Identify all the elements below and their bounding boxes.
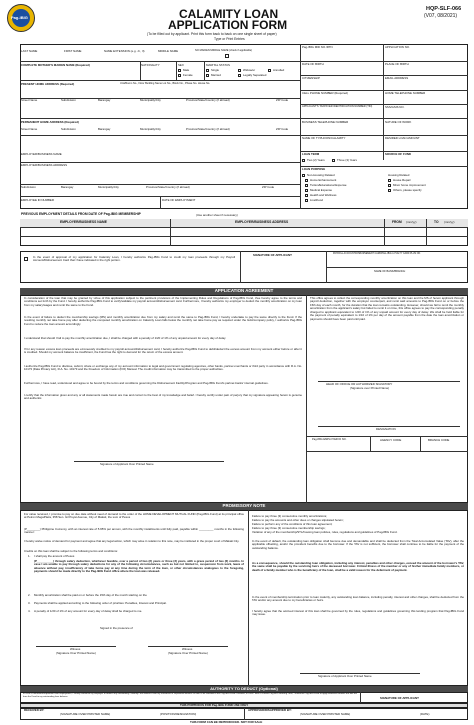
promissory-item-3-num: 3.	[28, 601, 31, 605]
housing-others-label: Others, please specify	[393, 188, 422, 192]
present-address-label: PRESENT HOME ADDRESS (Required)	[21, 82, 75, 86]
no-maiden-name-label: NO MAIDEN MIDDLE NAME (check if applicable)	[195, 49, 253, 52]
home-phone-label: HOME TELEPHONE NUMBER	[385, 91, 426, 95]
municipality-label: Municipality/City	[98, 185, 119, 189]
form-version: (V07, 08/2021)	[424, 13, 458, 19]
promissory-right-para-1: In the event of default, the outstanding loan obligation shall become due and demandable and shall be deducted from the Total Accumulated Value (TAV), after the applicable offsetting, and/or the provident benefits due to the borrower. If the TAV is not sufficient, the borrower shall continue to be liable for the payment of the outstanding balance.	[252, 539, 464, 550]
witness-1-sub: (Signature Over Printed Name)	[56, 651, 96, 655]
marital-annulled-checkbox[interactable]	[268, 69, 271, 72]
mother-maiden-name-label: COMPLETE MOTHER'S MAIDEN NAME (Required)	[21, 63, 90, 67]
received-by-label: RECEIVED BY:	[24, 708, 45, 712]
application-no-label: APPLICATION NO.	[385, 45, 410, 49]
divider	[300, 166, 468, 167]
approved-by-sub: (SIGNATURE OVER PRINTED NAME)	[300, 712, 351, 716]
applicant-signature-label: Signature of Applicant Over Printed Name	[100, 462, 154, 466]
divider	[420, 436, 421, 451]
designation-label: DESIGNATION	[376, 427, 396, 431]
col-from-format: (mm/yy)	[406, 220, 417, 224]
citizenship-label: CITIZENSHIP	[302, 76, 320, 80]
agreement-para-5: I authorize Pag-IBIG Fund to disclose, submit, share or exchange any of my account information to legal and government regulating agencies, other banks, partner-merchants or third party in accordance with R.A. No. 10173 (Data Privacy Act), R.A. No. 10173 and the Freedom of Information (FOI) Manual. The credit information may be transmitted to the proper authorities.	[24, 364, 302, 372]
municipality-label: Municipality/City	[140, 98, 161, 102]
promissory-item-3: Payments shall be applied according to the following order of priorities: Penalties, Interest and Principal.	[34, 601, 167, 605]
agreement-para-2: In the event of failure to deduct the membership savings (MS) and monthly amortization due from my salary and remit the same to Pag-IBIG Fund, I hereby undertake to pay the same directly to the Fund. If the resulting monthly net take home pay after deducting the computed monthly amortization on Calamity Loan falls below the monthly net take home pay as required under the GAA/company policy, I authorize Pag-IBIG Fund to reduce the loan amount accordingly.	[24, 315, 302, 326]
marital-status-label: MARITAL STATUS	[206, 63, 230, 67]
branch-code-label: BRANCH CODE	[428, 438, 450, 442]
divider	[370, 436, 371, 451]
form-footer: THIS FORM CAN BE REPRODUCED. NOT FOR SALE	[190, 720, 263, 724]
employee-id-label: EMPLOYEE ID NUMBER	[21, 198, 54, 202]
promissory-left-4: Credits on this loan shall be subject to the following terms and conditions:	[24, 549, 118, 553]
last-name-field[interactable]	[21, 55, 65, 62]
promissory-right-para-3: In the event of membership termination prior to loan maturity, any outstanding loan balance, including penalty, interest and other charges, shall be deducted from the TAV and/or any amount due to my beneficiaries or heirs.	[252, 595, 464, 603]
form-title-line2: APPLICATION FORM	[168, 18, 288, 32]
divider	[248, 510, 249, 686]
divider	[160, 196, 161, 209]
marital-separated-label: Legally Separated	[243, 73, 267, 77]
municipality-label: Municipality/City	[140, 127, 161, 131]
no-maiden-name-checkbox[interactable]	[225, 54, 229, 58]
loan-term-3yrs-checkbox[interactable]	[332, 159, 335, 162]
purpose-livelihood-checkbox[interactable]	[305, 199, 308, 202]
employer-agreement-text: This office agrees to collect the corresponding monthly amortization on this loan and the MS of herein applicant through payroll deduction, together with the employer counterpart, and remit said amounts to Pag-IBIG Fund on or before the 15th day of each month, for the duration that the loan remains outstanding. However, should we fail to remit the monthly amortization from the applicant's salary but failed to remit it on time, this office agrees to pay the corresponding penalty charged to applicant equivalent to 1/20 of 1% of any unpaid amount for every day of delay. We shall be held liable for the payment of penalty equivalent to 1/10 of 1% per day of the amount payable from the date the loan amortization or payments should have been paid until paid.	[310, 296, 464, 321]
source-of-fund-label: SOURCE OF FUND	[385, 152, 412, 156]
housing-minor-checkbox[interactable]	[388, 184, 391, 187]
witness-2-label: Witness	[182, 647, 193, 651]
signed-in-presence-label: Signed in the presence of	[100, 626, 133, 630]
promissory-right-item-1: Failure to pay three (3) consecutive monthly amortizations;	[252, 514, 328, 518]
street-label: Street Name	[21, 98, 38, 102]
nature-of-work-label: NATURE OF WORK	[385, 120, 412, 124]
date-of-birth-label: DATE OF BIRTH	[302, 62, 324, 66]
loan-purpose-label: LOAN PURPOSE	[302, 167, 326, 171]
promissory-right-item-4: Failure to pay three (3) consecutive membership savings;	[252, 526, 326, 530]
divider	[170, 219, 171, 246]
form-instructions-2: Type or Print Entries	[214, 37, 245, 41]
divider	[306, 451, 468, 452]
payroll-account-label: PAYROLL ACCOUNT/DISBURSEMENT CARD/PAG-IBIG LOYALTY CARD PLUS NO.	[333, 253, 421, 255]
mid-no-label: Pag-IBIG MID NO./RTN	[302, 45, 333, 49]
received-by-position: (POSITION/DESIGNATION)	[160, 712, 197, 716]
promissory-right-para-4: I hereby agree that the accrued interest of this loan shall be governed by the rules, regulations and guidelines governing this lending program that Pag-IBIG Fund may issue.	[252, 609, 464, 617]
promissory-item-2: Monthly amortization shall be paid on or before the 15th day of the month starting on the	[34, 593, 147, 597]
promissory-item-4: A penalty of 1/20 of 1% of any amount for every day of delay shall be charged to me.	[34, 609, 143, 613]
employer-name-label: EMPLOYER/BUSINESS NAME	[21, 152, 62, 156]
promissory-left-1: For value received, I promise to pay on due date without need of demand to the order of the HOME DEVELOPMENT MUTUAL FUND (Pag-IBIG Fund) at its principal office at Petron MegaPlaza, 358 Sen. Gil Puyat Avenue, City of Makati, the sum of Pesos	[24, 512, 244, 520]
purpose-livelihood-label: Livelihood	[310, 198, 324, 202]
barangay-label: Barangay	[98, 98, 111, 102]
loan-term-label: LOAN TERM	[302, 152, 320, 156]
sex-male-label: Male	[183, 68, 190, 72]
agreement-para-7: I certify that the information given and any or all statements made herein are true and correct to the best of my knowledge and belief. I hereby certify under pain of perjury that my signature appearing herein is genuine and authentic.	[24, 393, 302, 401]
present-address-hint: Unit/Room No., Floor Building Name Lot No., Block No., Phase No. House No.	[120, 82, 211, 85]
nationality-label: NATIONALITY	[141, 63, 160, 67]
witness-1-label: Witness	[70, 647, 81, 651]
promissory-right-item-3: Failure to perform any of the conditions of this loan agreement;	[252, 522, 333, 526]
divider	[176, 61, 177, 80]
zip-label: ZIP Code	[262, 185, 275, 189]
divider	[244, 708, 245, 720]
marital-widow-checkbox[interactable]	[238, 69, 241, 72]
street-label: Street Name	[21, 127, 38, 131]
divider	[300, 118, 468, 119]
col-employer-address: EMPLOYER/BUSINESS ADDRESS	[235, 220, 289, 224]
divider	[300, 44, 301, 209]
received-by-sub: (SIGNATURE OVER PRINTED NAME)	[60, 712, 111, 716]
cell-phone-label: CELL PHONE NUMBER (Required)	[302, 91, 348, 95]
head-office-signatory-sub: (Signature over Printed Name)	[350, 386, 390, 390]
divider	[326, 267, 468, 268]
business-phone-label: BUSINESS TELEPHONE NUMBER	[302, 120, 349, 124]
promissory-left-2: (P________) Philippine Currency, with an interest rate of 5.95% per annum, with the monthly installments until fully paid, payable within _________ months in the following manner:	[24, 527, 244, 535]
permanent-address-label: PERMANENT HOME ADDRESS (Required)	[21, 120, 79, 124]
purpose-home-checkbox[interactable]	[305, 179, 308, 182]
col-from: FROM	[392, 220, 402, 224]
middle-name-label: MIDDLE NAME	[158, 49, 179, 53]
tin-label: APPLICANT'S TAXPAYER IDENTIFICATION NUMBER (TIN)	[302, 105, 373, 108]
authorize-checkbox[interactable]	[24, 257, 28, 261]
divider	[20, 227, 468, 228]
employer-id-label: Pag-IBIG EMPLOYER ID NO.	[312, 438, 347, 441]
first-name-label: FIRST NAME	[64, 49, 82, 53]
purpose-medical-label: Medical Expense	[310, 188, 333, 192]
purpose-non-housing-checkbox[interactable]	[302, 174, 305, 177]
agreement-para-4: If for any reason excess loan proceeds are erroneously credited to my payroll account/disbursement card, I hereby authorize Pag-IBIG Fund to debit/deduct the excess amount from my account either before or after it is credited. Should my account balance be insufficient, the Fund has the right to demand for the return of the excess amount.	[24, 347, 302, 355]
marital-married-label: Married	[211, 73, 221, 77]
housing-repair-label: House Repair	[393, 178, 411, 182]
promissory-signature-label: Signature of Applicant Over Printed Name	[318, 674, 372, 678]
divider	[240, 251, 241, 283]
approved-by-label: APPROVED/DISAPPROVED BY:	[248, 708, 292, 712]
divider	[306, 295, 307, 503]
pag-ibig-logo	[7, 4, 35, 32]
purpose-non-housing-label: Non-Housing Related	[307, 173, 335, 177]
divider	[300, 151, 468, 152]
last-name-label: LAST NAME	[21, 49, 38, 53]
housing-minor-label: Minor home improvement	[393, 183, 426, 187]
sss-label: SSS/GSIS NO.	[385, 105, 405, 109]
divider	[20, 80, 300, 81]
divider	[20, 236, 468, 237]
promissory-left-3: I hereby waive notice of demand for payment and agree that any legal action, which may arise in relation to this note, may be instituted in the proper court of Makati City.	[24, 539, 240, 543]
divider	[426, 219, 427, 246]
promissory-note-header: PROMISSORY NOTE	[20, 503, 468, 510]
previous-employment-title: PREVIOUS EMPLOYMENT DETAILS FROM DATE OF Pag-IBIG MEMBERSHIP	[21, 212, 141, 216]
typhoon-label: NAME OF TYPHOON/CALAMITY	[302, 136, 346, 140]
divider	[306, 436, 468, 437]
witness-2-sub: (Signature Over Printed Name)	[168, 651, 208, 655]
province-label: Province/State/Country (if abroad)	[186, 127, 230, 131]
sex-female-label: Female	[183, 73, 193, 77]
housing-repair-checkbox[interactable]	[388, 179, 391, 182]
form-code: HQP-SLF-066	[426, 6, 462, 12]
employer-address-label: EMPLOYER/BUSINESS ADDRESS	[21, 163, 68, 167]
agreement-para-1: In consideration of the loan that may be granted by virtue of this application subject to the pertinent provisions of the Implementing Rules and Regulations of Pag-IBIG Fund, I/we hereby agree to the terms and conditions set forth by the Fund. I hereby authorize Pag-IBIG Fund to verify/validate my payroll account/disbursement card. Furthermore, I hereby authorize my employer to deduct the monthly amortization on my loan from my salary/wages and remit the same to the Fund.	[24, 296, 302, 307]
col-employer-name: EMPLOYER/BUSINESS NAME	[60, 220, 107, 224]
housing-related-label: Housing Related	[388, 173, 410, 177]
marital-widow-label: Widow/er	[243, 68, 256, 72]
agreement-para-6: Furthermore, I have read, understood and agree to be bound by the terms and conditions governing the Disbursement Facility/Program and Pag-IBIG Fund's partner-banks' internal guidelines.	[24, 381, 269, 385]
email-label: EMAIL ADDRESS	[385, 76, 409, 80]
name-extension-label: NAME EXTENSION (e.g. Jr., II)	[104, 49, 145, 53]
marital-annulled-label: Annulled	[273, 68, 285, 72]
approved-date: (DATE)	[420, 712, 430, 716]
authority-to-deduct-header: AUTHORITY TO DEDUCT (Optional)	[20, 686, 468, 692]
date-of-employment-label: DATE OF EMPLOYMENT	[162, 198, 196, 202]
marital-separated-checkbox[interactable]	[238, 74, 241, 77]
application-agreement-header: APPLICATION AGREEMENT	[20, 288, 468, 295]
col-to: TO	[434, 220, 439, 224]
purpose-tuition-checkbox[interactable]	[305, 184, 308, 187]
middle-name-field[interactable]	[158, 55, 198, 62]
form-title-line1: CALAMITY LOAN	[179, 7, 279, 21]
divider	[384, 219, 385, 246]
province-label: Province/State/Country (if abroad)	[186, 98, 230, 102]
purpose-health-label: Health and Wellness	[310, 193, 337, 197]
promissory-item-4-num: 4.	[28, 609, 31, 613]
subdivision-label: Subdivision	[21, 185, 36, 189]
logo-text: Pag-IBIG	[11, 15, 28, 20]
purpose-home-label: Home Enhancement	[310, 178, 337, 182]
loan-term-2yrs-checkbox[interactable]	[302, 159, 305, 162]
desired-amount-label: DESIRED LOAN AMOUNT	[385, 136, 420, 140]
marital-married-checkbox[interactable]	[206, 74, 209, 77]
head-office-signatory-label: HEAD OF OFFICE OR AUTHORIZED SIGNATORY	[326, 382, 393, 386]
divider	[300, 75, 468, 76]
deduct-signature-label: SIGNATURE OF APPLICANT	[380, 696, 419, 700]
authority-to-deduct-text: In case of retirement/separation from employment, I hereby authorize my employer to deduct any outstanding Calamity Loan balance from my retirement or separation benefits or both to be remitted to the Pag-IBIG Fund. Likewise, in case I have a current Pag-IBIG Housing Loan, I authorize Pag-IBIG Fund to apply whatever benefits are due me from the Fund to my outstanding loan balance.	[23, 693, 357, 698]
agency-code-label: AGENCY CODE	[380, 438, 402, 442]
marital-single-checkbox[interactable]	[206, 69, 209, 72]
loan-term-3yrs-label: Three (3) Years	[337, 158, 357, 162]
housing-others-checkbox[interactable]	[388, 189, 391, 192]
promissory-item-1b: (P__________) through salary deduction, whichever feasible, over a period of two (2) years or three (3) years, with a grace period of two (2) months. In case I am unable to pay through salary deductions for any of the following circumstances, such as but not limited to, suspension from work, leave of absence without pay, insufficiency of take home pay at any time during the term of the loan, or other circumstances analogous to the foregoing, payments should be made directly to the Pag-IBIG Fund office where the loan was released.	[34, 559, 244, 574]
promissory-right-item-5: Violation of any of the membership/STL/housing loan policies, rules, regulations and guidelines of Pag-IBIG Fund.	[252, 530, 398, 534]
sex-male-checkbox[interactable]	[178, 69, 181, 72]
purpose-medical-checkbox[interactable]	[305, 189, 308, 192]
purpose-health-checkbox[interactable]	[305, 194, 308, 197]
sex-female-checkbox[interactable]	[178, 74, 181, 77]
place-of-birth-label: PLACE OF BIRTH	[385, 62, 409, 66]
province-label: Province/State/Country (if abroad)	[146, 185, 190, 189]
divider	[20, 118, 300, 119]
zip-label: ZIP Code	[276, 127, 289, 131]
form-instructions: (To be filled out by applicant. Print this form back to back on one single sheet of paper)	[147, 32, 277, 36]
divider	[360, 692, 361, 703]
subdivision-label: Subdivision	[61, 127, 76, 131]
divider	[20, 135, 300, 136]
col-to-format: (mm/yy)	[444, 220, 455, 224]
barangay-label: Barangay	[98, 127, 111, 131]
sex-label: SEX	[178, 63, 184, 67]
bank-name-label: NAME OF BANK/BRANCH	[374, 270, 406, 273]
first-name-field[interactable]	[64, 55, 106, 62]
divider	[204, 61, 205, 80]
promissory-right-item-2: Failure to pay the amounts and other dues or charges stipulated herein;	[252, 518, 344, 522]
purpose-tuition-label: Tuition/Educational Expense	[310, 183, 347, 187]
loan-term-2yrs-label: Two (2) Years	[307, 158, 325, 162]
barangay-label: Barangay	[61, 185, 74, 189]
subdivision-label: Subdivision	[61, 98, 76, 102]
promissory-item-1-num: 1.	[28, 554, 31, 558]
promissory-item-1: I shall pay the amount of Pesos	[34, 554, 75, 558]
promissory-right-para-2: As a consequence, should the outstanding loan obligation, including any interest, penalties and other charges, exceed the amount of the borrower's TAV, the same shall be payable by the surviving heirs of the deceased borrower. Critical illness of the member or any of his/her immediate family members, or death of a family member who is the beneficiary of the loan, shall be a valid reason for the deferment of payment.	[252, 561, 464, 572]
agreement-para-3: I understand that should I fail to pay the monthly amortization due, I shall be charged with a penalty of 1/20 of 1% of any unpaid amount for every day of delay.	[24, 336, 227, 340]
promissory-item-2-num: 2.	[28, 593, 31, 597]
authorization-signature-label: SIGNATURE OF APPLICANT	[253, 253, 292, 257]
previous-employment-note: (Use another sheet if necessary)	[196, 213, 238, 217]
marital-single-label: Single	[211, 68, 220, 72]
fund-use-title: THIS PORTION IS FOR Pag-IBIG FUND USE ONLY	[180, 703, 249, 707]
zip-label: ZIP Code	[276, 98, 289, 102]
authorization-text: In the event of approval of my application for Calamity Loan, I hereby authorize Pag-IBIG Fund to credit my loan proceeds through my Payroll Account/Disbursement Card that I have indicated in the right portion.	[33, 255, 235, 263]
